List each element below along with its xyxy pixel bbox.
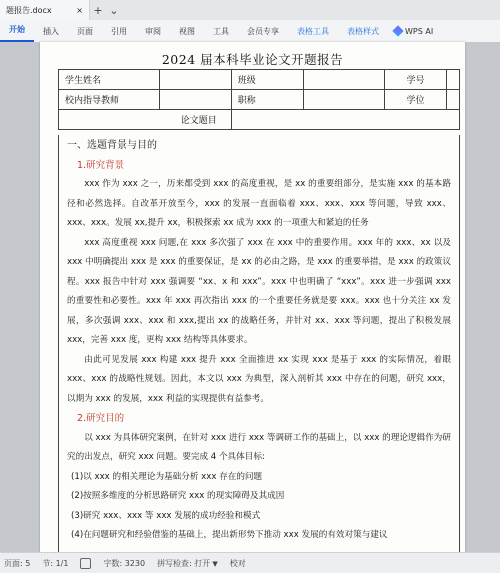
cell-class-label: 班级 — [231, 70, 303, 90]
wps-ai-button[interactable] — [388, 27, 439, 36]
list-item: (3)研究 xxx、xxx 等 xxx 发展的成功经验和模式 — [71, 510, 261, 521]
menu-page[interactable]: 页面 — [77, 26, 93, 36]
menu-table-style[interactable]: 表格样式 — [347, 26, 379, 36]
menu-insert[interactable]: 插入 — [43, 26, 59, 36]
status-bar — [0, 552, 500, 573]
cell-degree-label: 学位 — [384, 90, 446, 110]
title-tab-bar — [0, 0, 500, 21]
cell-student-id-value[interactable] — [447, 70, 460, 90]
chevron-down-icon: ▼ — [212, 559, 218, 568]
menu-view[interactable]: 视图 — [179, 26, 195, 36]
paragraph: xxx 作为 xxx 之一，历来都受到 xxx 的高度重视，是 xx 的重要组部分，是实施 xxx 的基本路径和必然选择。自改革开放至今，xxx 的发展一直面临着 xxx、xxx、xxx 等问题，导致 xxx、xxx、xxx。发展 xx,提升 xx，积极探索 xx 成为 xxx 的一项重大和紧迫的任务 — [67, 179, 451, 228]
menu-home[interactable]: 开始 — [0, 20, 34, 42]
wps-ai-icon — [392, 25, 403, 36]
menu-review[interactable]: 审阅 — [145, 26, 161, 36]
content-cell[interactable] — [58, 135, 460, 555]
document-page[interactable] — [40, 42, 465, 554]
spell-check-label: 拼写检查: 打开 — [157, 558, 211, 568]
menu-table-tools[interactable]: 表格工具 — [297, 26, 329, 36]
cell-degree-value[interactable] — [447, 90, 460, 110]
menu-tools[interactable]: 工具 — [213, 26, 229, 36]
cell-student-id-label: 学号 — [384, 70, 446, 90]
paragraph: 以 xxx 为具体研究案例，在针对 xxx 进行 xxx 等调研工作的基础上，以 xxx 的理论逻辑作为研究的出发点，研究 xxx 问题。要完成 4 个具体目标: — [67, 432, 451, 462]
info-table — [58, 69, 460, 130]
close-tab-icon[interactable]: × — [76, 5, 83, 15]
cell-thesis-topic-value[interactable] — [231, 110, 459, 130]
paragraph: 由此可见发展 xxx 构建 xxx 提升 xxx 全面推进 xx 实现 xxx 是基于 xxx 的实际情况，着眼 xxx、xxx 的战略性规划。因此，本文以 xxx 为典型，深入剖析其 xxx 中存在的问题，研究 xxx，以期为 xxx 的发展，xxx 利益的实现提供有益参考。 — [67, 354, 451, 404]
list-item: (1)以 xxx 的相关理论为基础分析 xxx 存在的问题 — [71, 471, 263, 482]
menu-member[interactable]: 会员专享 — [247, 26, 279, 36]
cell-position-label: 职称 — [231, 90, 303, 110]
document-tab[interactable] — [0, 0, 90, 20]
subheading-background: 1.研究背景 — [77, 159, 125, 171]
cell-advisor-value[interactable] — [160, 90, 232, 110]
cell-thesis-topic-label: 论文题目 — [59, 110, 232, 130]
cell-advisor-label: 校内指导教师 — [59, 90, 160, 110]
document-title: 2024 届本科毕业论文开题报告 — [161, 52, 344, 67]
document-tab-name: 题报告.docx — [6, 5, 52, 15]
proofread-button[interactable]: 校对 — [229, 558, 246, 568]
cell-student-name-label: 学生姓名 — [59, 70, 160, 90]
spell-check-dropdown[interactable] — [157, 558, 218, 569]
status-section[interactable]: 节: 1/1 — [42, 558, 69, 568]
wps-ai-label: WPS AI — [405, 26, 434, 36]
list-item: (4)在问题研究和经验借鉴的基础上，提出新形势下推动 xxx 发展的有效对策与建议 — [71, 530, 388, 540]
menu-reference[interactable]: 引用 — [111, 26, 127, 36]
cell-class-value[interactable] — [303, 70, 384, 90]
add-tab-icon[interactable]: + — [93, 3, 103, 17]
document-canvas — [0, 42, 500, 552]
ribbon-menu-bar — [0, 20, 500, 43]
tab-list-chevron-icon[interactable]: ⌄ — [109, 3, 119, 17]
subheading-purpose: 2.研究目的 — [77, 413, 125, 424]
document-icon — [80, 558, 91, 569]
paragraph: xxx 高度重视 xxx 问题,在 xxx 多次强了 xxx 在 xxx 中的重要作用。xxx 年的 xxx、xx 以及 xxx 中明确提出 xxx 是 xxx 的重要保证，是 xx 的必由之路，是 xxx 的重要举措，是 xxx 的政策议程。xxx 报告中针对 xxx 强调要 “xx、x 和 xxx”。xxx 中也明确了 “xxx”。xxx 进一步强调 xxx 的重要性和必要性。xxx 年 xxx 再次指出 xxx 的一个重要任务就是要 xxx。xxx 也十分关注 xx 发展，多次强调 xxx、xxx 和 xxx,提出 xx 的战略任务，并针对 xx、xxx 等问题，提出了积极发展 xxx，完善 xxx 度，更构 xxx 结构等具体要求。 — [67, 237, 451, 345]
status-page[interactable]: 页面: 5 — [4, 558, 31, 568]
cell-student-name-value[interactable] — [160, 70, 232, 90]
section-title: 一、选题背景与目的 — [67, 140, 157, 151]
status-word-count[interactable]: 字数: 3230 — [103, 558, 146, 568]
cell-position-value[interactable] — [303, 90, 384, 110]
list-item: (2)按照多维度的分析思路研究 xxx 的现实障碍及其成因 — [71, 491, 285, 501]
